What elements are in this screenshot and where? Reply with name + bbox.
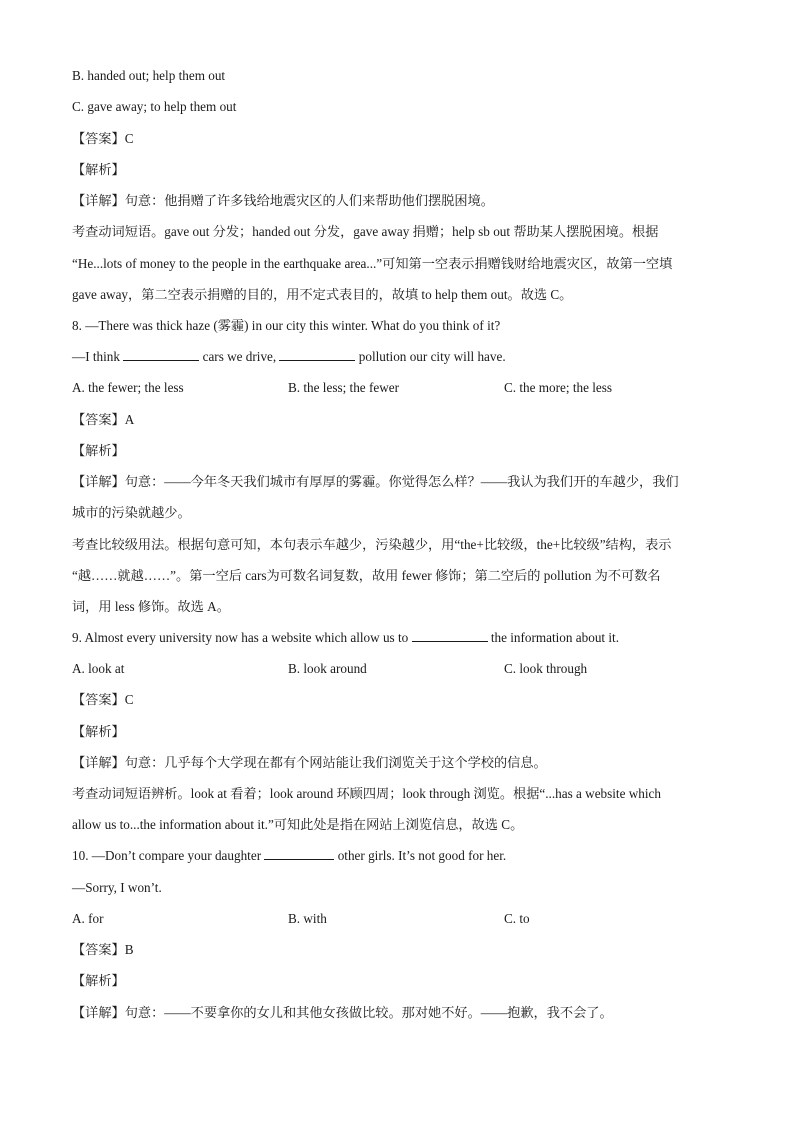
q10-option-c: C. to [504, 911, 530, 926]
q8-answer: 【答案】A [72, 412, 135, 427]
q8-stem-line-2 [72, 347, 732, 367]
q9-stem-part-2: the information about it. [490, 630, 620, 645]
q10-stem-part-2: other girls. It’s not good for her. [337, 848, 507, 863]
q7-analysis-heading: 【解析】 [72, 162, 125, 177]
q8-explanation-line-1: 考查比较级用法。根据句意可知，本句表示车越少，污染越少，用“the+比较级，the+比较级”结构，表示 [72, 537, 672, 552]
q9-option-b: B. look around [288, 661, 367, 676]
answer-blank [123, 347, 199, 361]
q7-explanation-line-1: 考查动词短语。gave out 分发；handed out 分发，gave away 捐赠；help sb out 帮助某人摆脱困境。根据 [72, 224, 659, 239]
q8-explanation-line-3: 词，用 less 修饰。故选 A。 [72, 599, 230, 614]
q9-stem-part-1: 9. Almost every university now has a website which allow us to [72, 630, 409, 645]
q10-option-b: B. with [288, 911, 327, 926]
q10-stem-line-2: —Sorry, I won’t. [72, 880, 162, 895]
q7-option-b: B. handed out; help them out [72, 68, 226, 83]
q8-explanation-line-2: “越……就越……”。第一空后 cars为可数名词复数，故用 fewer 修饰；第二空后的 pollution 为不可数名 [72, 568, 661, 583]
q8-stem-part-2: cars we drive, [202, 349, 277, 364]
q8-detail-line-2: 城市的污染就越少。 [72, 505, 191, 520]
q8-analysis-heading: 【解析】 [72, 443, 125, 458]
q7-option-c: C. gave away; to help them out [72, 99, 237, 114]
q10-stem-part-1: 10. —Don’t compare your daughter [72, 848, 262, 863]
q9-answer: 【答案】C [72, 692, 134, 707]
q9-analysis-heading: 【解析】 [72, 724, 125, 739]
q9-option-c: C. look through [504, 661, 588, 676]
q7-explanation-line-2: “He...lots of money to the people in the earthquake area...”可知第一空表示捐赠钱财给地震灾区，故第一空填 [72, 256, 673, 271]
answer-blank [264, 846, 334, 860]
q8-option-a: A. the fewer; the less [72, 380, 184, 395]
q7-explanation-line-3: gave away，第二空表示捐赠的目的，用不定式表目的，故填 to help them out。故选 C。 [72, 287, 573, 302]
q8-option-b: B. the less; the fewer [288, 380, 399, 395]
answer-blank [412, 628, 488, 642]
q10-option-a: A. for [72, 911, 104, 926]
q7-detail: 【详解】句意：他捐赠了许多钱给地震灾区的人们来帮助他们摆脱困境。 [72, 193, 494, 208]
answer-blank [279, 347, 355, 361]
q9-explanation-line-1: 考查动词短语辨析。look at 看着；look around 环顾四周；look through 浏览。根据“...has a website which [72, 786, 661, 801]
q8-stem-part-1: —I think [72, 349, 120, 364]
q9-option-a: A. look at [72, 661, 125, 676]
q10-analysis-heading: 【解析】 [72, 973, 125, 988]
q8-detail-line-1: 【详解】句意：——今年冬天我们城市有厚厚的雾霾。你觉得怎么样？——我认为我们开的车越少，我们 [72, 474, 679, 489]
q9-stem [72, 628, 732, 648]
q8-stem-line-1: 8. —There was thick haze (雾霾) in our city this winter. What do you think of it? [72, 318, 501, 333]
q9-explanation-line-2: allow us to...the information about it.”可知此处是指在网站上浏览信息，故选 C。 [72, 817, 524, 832]
q10-answer: 【答案】B [72, 942, 134, 957]
q9-detail: 【详解】句意：几乎每个大学现在都有个网站能让我们浏览关于这个学校的信息。 [72, 755, 547, 770]
q8-option-c: C. the more; the less [504, 380, 613, 395]
q8-stem-part-3: pollution our city will have. [358, 349, 506, 364]
q10-detail: 【详解】句意：——不要拿你的女儿和其他女孩做比较。那对她不好。——抱歉，我不会了。 [72, 1005, 613, 1020]
q7-answer: 【答案】C [72, 131, 134, 146]
q10-stem-line-1 [72, 846, 732, 866]
